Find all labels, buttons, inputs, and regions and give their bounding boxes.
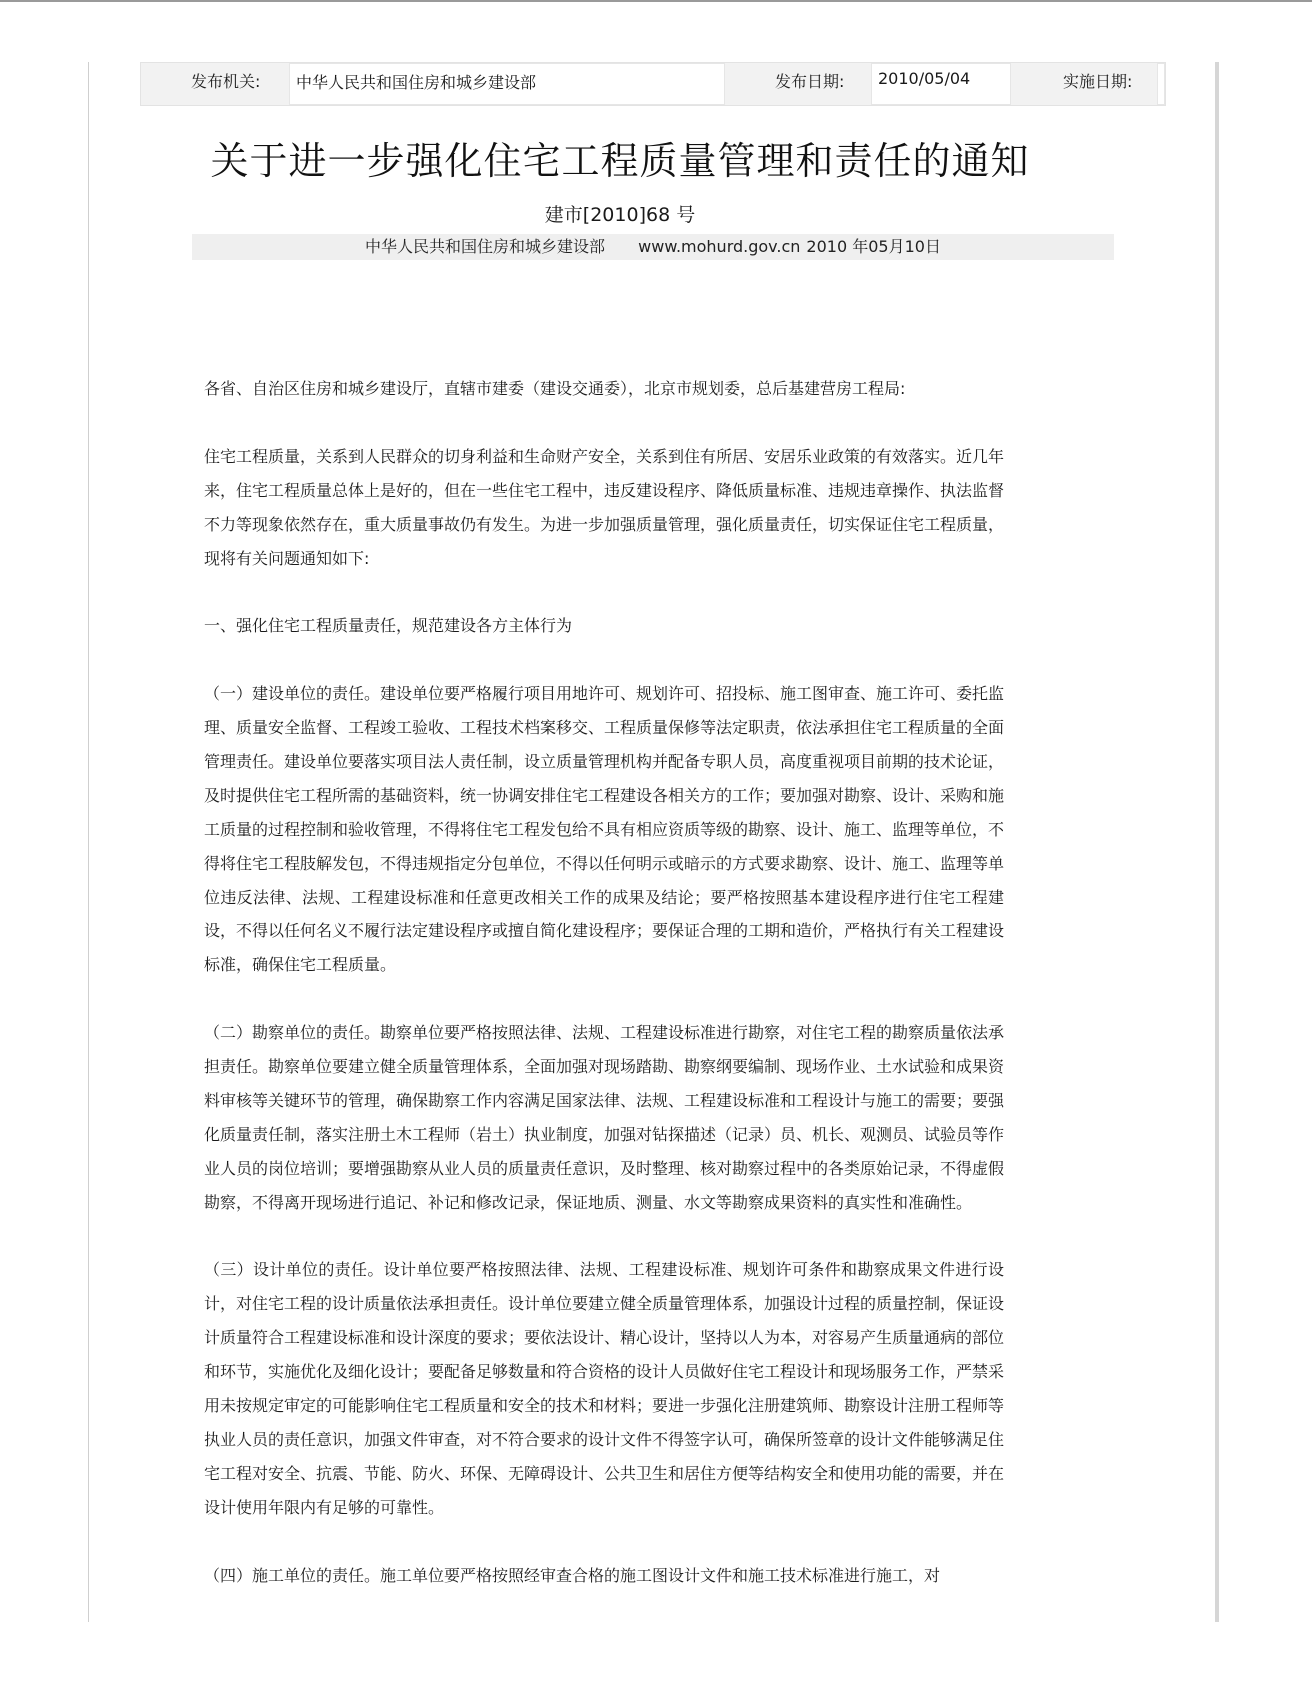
metadata-bar (140, 62, 1166, 106)
page-edge-left (88, 62, 89, 1622)
paragraph-design-unit: （三）设计单位的责任。设计单位要严格按照法律、法规、工程建设标准、规划许可条件和勘察成果文件进行设计，对住宅工程的设计质量依法承担责任。设计单位要建立健全质量管理体系，加强设计过程的质量控制，保证设计质量符合工程建设标准和设计深度的要求；要依法设计、精心设计，坚持以人为本，对容易产生质量通病的部位和环节，实施优化及细化设计；要配备足够数量和符合资格的设计人员做好住宅工程设计和现场服务工作，严禁采用未按规定审定的可能影响住宅工程质量和安全的技术和材料；要进一步强化注册建筑师、勘察设计注册工程师等执业人员的责任意识，加强文件审查，对不符合要求的设计文件不得签字认可，确保所签章的设计文件能够满足住宅工程对安全、抗震、节能、防火、环保、无障碍设计、公共卫生和居住方便等结构安全和使用功能的需要，并在设计使用年限内有足够的可靠性。 (204, 1260, 1005, 1517)
document-body (204, 372, 1004, 1593)
publish-date-value: 2010/05/04 (871, 63, 1011, 105)
paragraph-survey-unit: （二）勘察单位的责任。勘察单位要严格按照法律、法规、工程建设标准进行勘察，对住宅工程的勘察质量依法承担责任。勘察单位要建立健全质量管理体系，全面加强对现场踏勘、勘察纲要编制、现场作业、土水试验和成果资料审核等关键环节的管理，确保勘察工作内容满足国家法律、法规、工程建设标准和工程设计与施工的需要；要强化质量责任制，落实注册土木工程师（岩土）执业制度，加强对钻探描述（记录）员、机长、观测员、试验员等作业人员的岗位培训；要增强勘察从业人员的质量责任意识，及时整理、核对勘察过程中的各类原始记录，不得虚假勘察，不得离开现场进行追记、补记和修改记录，保证地质、测量、水文等勘察成果资料的真实性和准确性。 (204, 1023, 1005, 1212)
source-date: 2010 年05月10日 (806, 237, 941, 256)
intro-paragraph: 住宅工程质量，关系到人民群众的切身利益和生命财产安全，关系到住有所居、安居乐业政策的有效落实。近几年来，住宅工程质量总体上是好的，但在一些住宅工程中，违反建设程序、降低质量标准、违规违章操作、执法监督不力等现象依然存在，重大质量事故仍有发生。为进一步加强质量管理，强化质量责任，切实保证住宅工程质量，现将有关问题通知如下: (204, 446, 1005, 568)
paragraph-contractor-unit: （四）施工单位的责任。施工单位要严格按照经审查合格的施工图设计文件和施工技术标准进行施工，对 (204, 1565, 941, 1585)
effective-date-value (1157, 63, 1165, 105)
publish-date-label: 发布日期: (775, 72, 845, 91)
page-edge-right (1215, 62, 1219, 1622)
source-organization: 中华人民共和国住房和城乡建设部 (365, 237, 606, 256)
issuer-label: 发布机关: (191, 72, 261, 91)
document-number: 建市[2010]68 号 (544, 204, 696, 226)
source-line (192, 234, 1114, 260)
paragraph-construction-unit: （一）建设单位的责任。建设单位要严格履行项目用地许可、规划许可、招投标、施工图审查、施工许可、委托监理、质量安全监督、工程竣工验收、工程技术档案移交、工程质量保修等法定职责，依法承担住宅工程质量的全面管理责任。建设单位要落实项目法人责任制，设立质量管理机构并配备专职人员，高度重视项目前期的技术论证，及时提供住宅工程所需的基础资料，统一协调安排住宅工程建设各相关方的工作；要加强对勘察、设计、采购和施工质量的过程控制和验收管理，不得将住宅工程发包给不具有相应资质等级的勘察、设计、施工、监理等单位，不得将住宅工程肢解发包，不得违规指定分包单位，不得以任何明示或暗示的方式要求勘察、设计、施工、监理等单位违反法律、法规、工程建设标准和任意更改相关工作的成果及结论；要严格按照基本建设程序进行住宅工程建设，不得以任何名义不履行法定建设程序或擅自简化建设程序；要保证合理的工期和造价，严格执行有关工程建设标准，确保住宅工程质量。 (204, 684, 1005, 975)
source-website: www.mohurd.gov.cn (638, 237, 801, 256)
effective-date-label: 实施日期: (1063, 72, 1133, 91)
top-rule (0, 0, 1312, 2)
section-heading-1: 一、强化住宅工程质量责任，规范建设各方主体行为 (204, 616, 573, 636)
issuer-value: 中华人民共和国住房和城乡建设部 (289, 63, 725, 105)
salutation-paragraph: 各省、自治区住房和城乡建设厅，直辖市建委（建设交通委），北京市规划委，总后基建营房工程局: (204, 379, 906, 398)
document-title: 关于进一步强化住宅工程质量管理和责任的通知 (210, 139, 1030, 183)
